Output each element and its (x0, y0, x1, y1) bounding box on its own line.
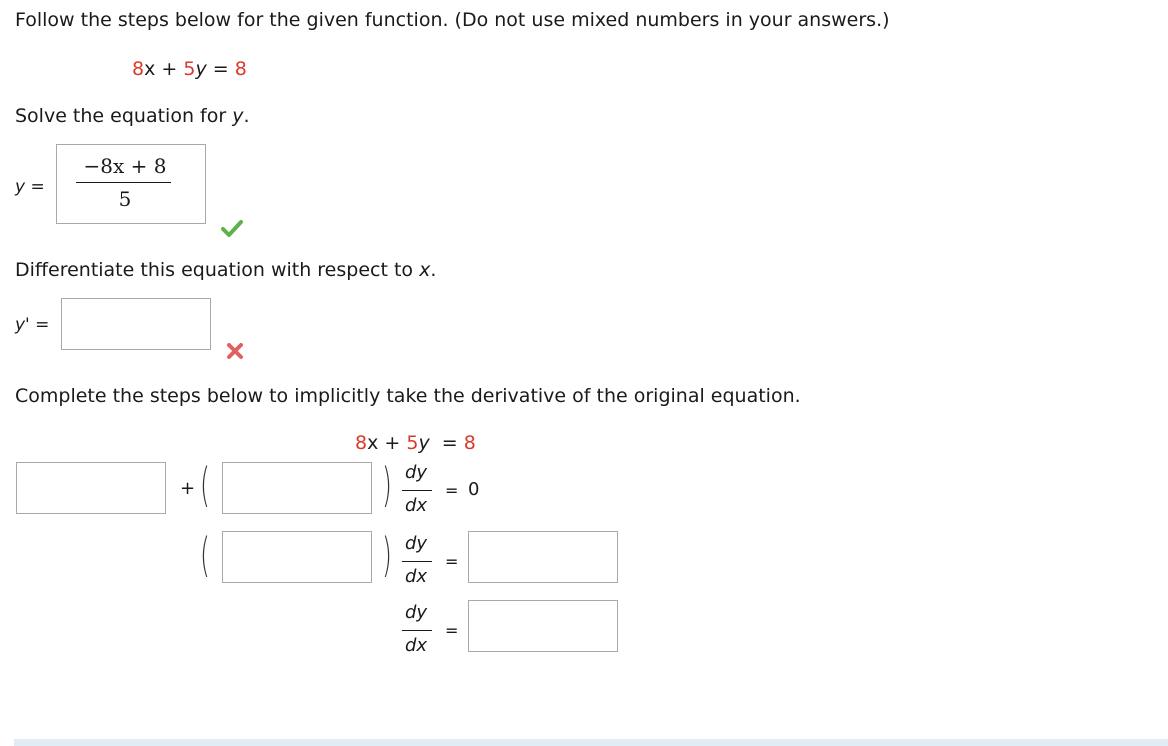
row2-right-paren: ) (382, 528, 392, 582)
row3-dx: dx (405, 635, 428, 656)
step2-prompt-text: Differentiate this equation with respect to (15, 259, 414, 281)
step2-answer-input[interactable] (61, 298, 211, 350)
given-equals: = (212, 58, 229, 80)
row1-eq: = (445, 481, 459, 500)
step1-prompt (15, 105, 250, 127)
bottom-bar (14, 739, 1168, 746)
step1-prompt-var: y (232, 105, 244, 127)
cross-icon (226, 342, 244, 360)
step3-original-equation (355, 432, 476, 454)
given-coef-y: 5 (183, 58, 196, 80)
step2-prompt-end: . (430, 259, 437, 281)
row3-eq: = (445, 621, 459, 640)
instructions-text: Follow the steps below for the given function. (Do not use mixed numbers in your answers.) (15, 9, 890, 31)
row3-fraction-bar (402, 630, 432, 631)
row3-dy: dy (405, 602, 428, 623)
step3-x: x (367, 432, 379, 454)
step1-prompt-text: Solve the equation for (15, 105, 227, 127)
row1-dy: dy (405, 462, 428, 483)
step1-lhs-eq: = (30, 177, 45, 197)
row1-plus: + (180, 478, 196, 499)
step3-coef-x: 8 (355, 432, 368, 454)
step2-lhs: y' = (15, 315, 50, 335)
step2-prompt-var: x (419, 259, 431, 281)
step3-prompt: Complete the steps below to implicitly take the derivative of the original equation. (15, 385, 801, 407)
row2-eq: = (445, 552, 459, 571)
step1-answer-box[interactable] (56, 144, 206, 224)
step1-lhs-var: y (15, 177, 26, 197)
row2-input-rhs[interactable] (468, 531, 618, 583)
row2-input-dy-coef[interactable] (222, 531, 372, 583)
row1-right-paren: ) (382, 458, 392, 512)
given-y: y (195, 58, 207, 80)
row1-left-paren: ( (200, 458, 210, 512)
row3-input-rhs[interactable] (468, 600, 618, 652)
step2-prompt (15, 259, 436, 281)
row2-dy: dy (405, 533, 428, 554)
row1-fraction-bar (402, 490, 432, 491)
given-equation (132, 58, 247, 80)
step3-plus: + (384, 432, 401, 454)
row2-left-paren: ( (200, 528, 210, 582)
step3-equals: = (441, 432, 458, 454)
step3-y: y (418, 432, 430, 454)
check-icon (221, 219, 243, 237)
given-plus: + (161, 58, 178, 80)
row1-input-x-derivative[interactable] (16, 462, 166, 514)
step3-rhs: 8 (463, 432, 476, 454)
row1-input-dy-coef[interactable] (222, 462, 372, 514)
step1-fraction-bar (76, 182, 171, 183)
given-x: x (144, 58, 156, 80)
step3-coef-y: 5 (406, 432, 419, 454)
row1-rhs: 0 (468, 479, 480, 500)
step1-lhs (15, 177, 45, 197)
row2-fraction-bar (402, 561, 432, 562)
step1-denominator: 5 (118, 187, 132, 211)
row2-dx: dx (405, 566, 428, 587)
row1-dx: dx (405, 495, 428, 516)
step1-prompt-end: . (243, 105, 250, 127)
given-rhs: 8 (234, 58, 247, 80)
step1-numerator: −8x + 8 (83, 154, 167, 178)
given-coef-x: 8 (132, 58, 145, 80)
